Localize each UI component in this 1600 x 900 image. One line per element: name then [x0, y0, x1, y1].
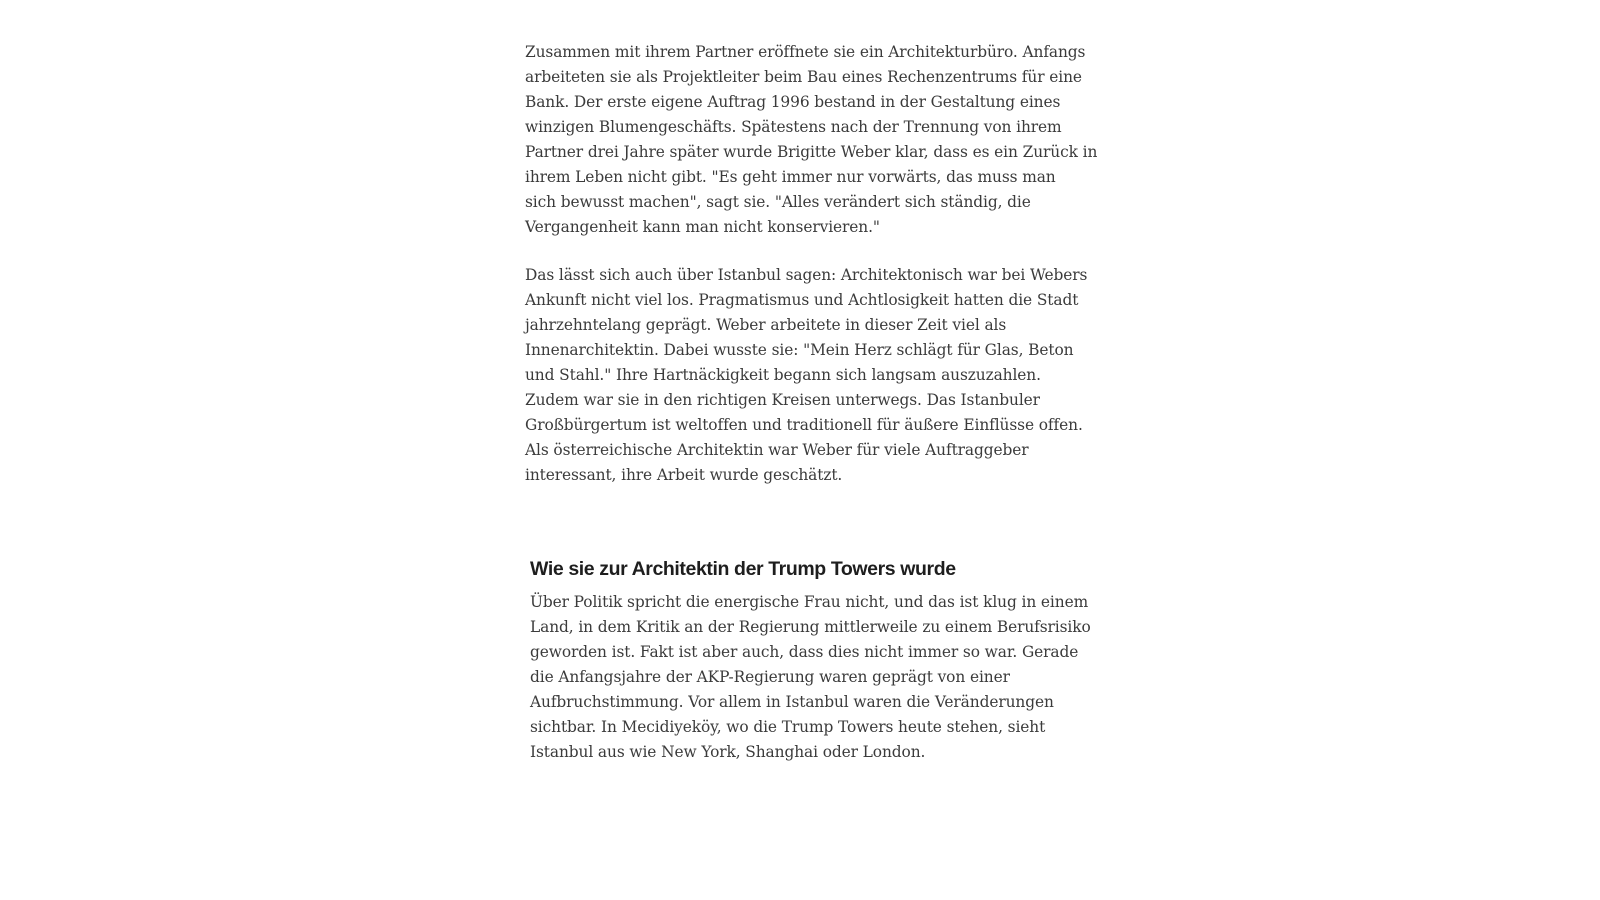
- paragraph-line: Istanbul aus wie New York, Shanghai oder London.: [530, 743, 926, 761]
- paragraph-line: Aufbruchstimmung. Vor allem in Istanbul waren die Veränderungen: [530, 693, 1054, 711]
- paragraph-line: Zusammen mit ihrem Partner eröffnete sie ein Architekturbüro. Anfangs: [525, 43, 1086, 61]
- paragraph-line: Innenarchitektin. Dabei wusste sie: "Mein Herz schlägt für Glas, Beton: [525, 341, 1074, 359]
- paragraph-line: winzigen Blumengeschäfts. Spätestens nach der Trennung von ihrem: [525, 118, 1062, 136]
- paragraph-line: Das lässt sich auch über Istanbul sagen: Architektonisch war bei Webers: [525, 266, 1088, 284]
- paragraph-line: Vergangenheit kann man nicht konservieren.": [525, 218, 880, 236]
- article-body: [525, 40, 1098, 488]
- paragraph-line: jahrzehntelang geprägt. Weber arbeitete in dieser Zeit viel als: [525, 316, 1007, 334]
- section-heading: Wie sie zur Architektin der Trump Towers wurde: [530, 558, 956, 580]
- paragraph-line: Ankunft nicht viel los. Pragmatismus und Achtlosigkeit hatten die Stadt: [525, 291, 1079, 309]
- paragraph-line: Großbürgertum ist weltoffen und traditionell für äußere Einflüsse offen.: [525, 416, 1083, 434]
- paragraph-line: interessant, ihre Arbeit wurde geschätzt.: [525, 466, 843, 484]
- paragraph-line: ihrem Leben nicht gibt. "Es geht immer nur vorwärts, das muss man: [525, 168, 1056, 186]
- paragraph-line: geworden ist. Fakt ist aber auch, dass dies nicht immer so war. Gerade: [530, 643, 1079, 661]
- paragraph-line: sichtbar. In Mecidiyeköy, wo die Trump Towers heute stehen, sieht: [530, 718, 1046, 736]
- paragraph-line: Partner drei Jahre später wurde Brigitte Weber klar, dass es ein Zurück in: [525, 143, 1098, 161]
- paragraph-politics: [530, 590, 1090, 765]
- paragraph-line: und Stahl." Ihre Hartnäckigkeit begann sich langsam auszuzahlen.: [525, 366, 1041, 384]
- paragraph-line: Land, in dem Kritik an der Regierung mittlerweile zu einem Berufsrisiko: [530, 618, 1091, 636]
- paragraph-line: sich bewusst machen", sagt sie. "Alles verändert sich ständig, die: [525, 193, 1031, 211]
- paragraph-line: Zudem war sie in den richtigen Kreisen unterwegs. Das Istanbuler: [525, 391, 1040, 409]
- paragraph-line: Bank. Der erste eigene Auftrag 1996 bestand in der Gestaltung eines: [525, 93, 1061, 111]
- paragraph-istanbul: [525, 263, 1088, 488]
- paragraph-line: Über Politik spricht die energische Frau nicht, und das ist klug in einem: [530, 593, 1089, 611]
- paragraph-architecture-office: [525, 40, 1098, 240]
- paragraph-line: Als österreichische Architektin war Weber für viele Auftraggeber: [525, 441, 1029, 459]
- paragraph-line: arbeiteten sie als Projektleiter beim Bau eines Rechenzentrums für eine: [525, 68, 1082, 86]
- article-section-trump-towers: [530, 556, 1090, 765]
- paragraph-line: die Anfangsjahre der AKP-Regierung waren geprägt von einer: [530, 668, 1010, 686]
